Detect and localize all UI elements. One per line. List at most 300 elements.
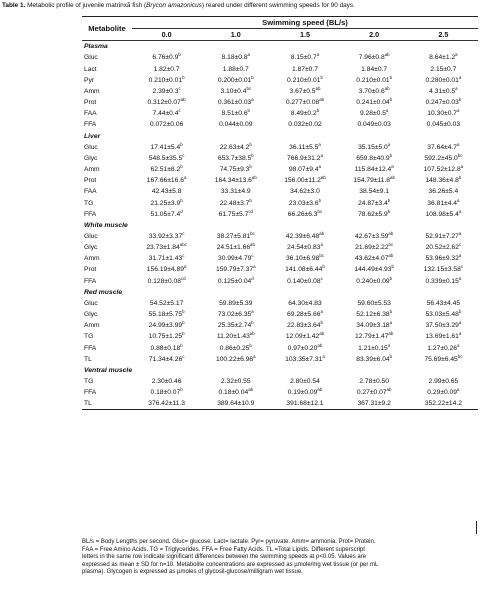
cell-value: 167.66±16.6 xyxy=(146,177,184,185)
speed-header-row xyxy=(82,29,478,41)
section-row xyxy=(82,131,478,142)
significance-superscript: a xyxy=(458,253,462,259)
section-row xyxy=(82,287,478,298)
significance-superscript: b xyxy=(322,264,325,270)
footnote-line: BL/s = Body Lengths per second. Gluc= glucose. Lact= lactate. Pyr= pyruvate. Amm= ammonia. Prot= Protein. xyxy=(82,539,376,545)
value-cell xyxy=(340,186,409,197)
table-row xyxy=(82,320,478,331)
value-cell xyxy=(201,264,270,275)
significance-superscript: ab xyxy=(384,52,390,58)
table-row xyxy=(82,331,478,342)
significance-superscript: a xyxy=(253,353,256,359)
significance-superscript: b xyxy=(180,342,183,348)
cell-value: 34.09±3.18 xyxy=(356,322,390,330)
value-cell xyxy=(270,231,339,242)
metabolic-table-container xyxy=(82,16,480,536)
table-row xyxy=(82,186,478,197)
value-cell xyxy=(340,142,409,153)
section-title: Plasma xyxy=(84,43,108,51)
cell-value: 0.140±0.08 xyxy=(287,277,321,285)
metabolite-label: Amm xyxy=(84,87,100,95)
significance-superscript: ab xyxy=(390,174,395,180)
cell-value: 36.81±4.4 xyxy=(427,199,457,207)
cell-value: 37.50±3.29 xyxy=(425,322,459,330)
cell-value: 21.25±3.9 xyxy=(150,199,181,207)
value-cell xyxy=(132,64,201,75)
value-cell xyxy=(201,276,270,287)
value-cell xyxy=(132,343,201,354)
value-cell xyxy=(201,175,270,186)
value-cell xyxy=(201,320,270,331)
table-row xyxy=(82,198,478,209)
speed-header-1: 1.0 xyxy=(230,30,241,40)
cell-value: 52.91±7.27 xyxy=(425,232,459,240)
value-cell xyxy=(132,119,201,130)
footnote-line: plasma). Glycogen is expressed as µmoles of glycosil-glucose/milligram wet tissue. xyxy=(82,569,303,576)
table-row xyxy=(82,343,478,354)
value-cell xyxy=(409,164,478,175)
significance-superscript: c xyxy=(460,264,464,270)
value-cell xyxy=(201,331,270,342)
value-cell xyxy=(132,142,201,153)
cell-value: 42.67±3.59 xyxy=(355,232,389,240)
value-cell xyxy=(132,52,201,63)
cell-value: 6.76±0.9 xyxy=(152,54,179,62)
significance-superscript: cd xyxy=(180,275,186,281)
cell-value: 7.44±0.4 xyxy=(152,110,179,118)
value-cell xyxy=(270,253,339,264)
value-cell xyxy=(270,343,339,354)
footnote-line: FAA = Free Amino Acids. TG = Triglycerides. FFA = Free Fatty Acids. TL =Total Lipids. Different superscript xyxy=(82,546,365,553)
value-cell xyxy=(409,97,478,108)
value-cell xyxy=(270,86,339,97)
metabolite-label: Glyc xyxy=(84,154,98,162)
significance-superscript: ab xyxy=(319,230,325,236)
cell-value: 653.7±38.5 xyxy=(217,154,252,162)
value-cell xyxy=(132,186,201,197)
cell-value: 34.62±3.0 xyxy=(290,188,320,196)
cell-value: 389.64±10.9 xyxy=(217,400,255,408)
value-cell xyxy=(340,86,409,97)
table-edge-line xyxy=(476,521,477,534)
cell-value: 0.044±0.09 xyxy=(219,121,253,129)
cell-value: 13.69±1.61 xyxy=(425,333,459,341)
value-cell xyxy=(340,75,409,86)
speed-header-0: 0.0 xyxy=(161,30,172,40)
table-row xyxy=(82,264,478,275)
cell-value: 11.20±1.43 xyxy=(216,333,250,341)
cell-value: 0.032±0.02 xyxy=(288,121,322,129)
cell-value: 56.43±4.45 xyxy=(426,299,461,307)
significance-superscript: a xyxy=(318,163,322,169)
significance-superscript: ab xyxy=(319,96,325,102)
cell-value: 8.15±0.7 xyxy=(290,54,317,62)
table-row xyxy=(82,309,478,320)
value-cell xyxy=(132,164,201,175)
significance-superscript: a xyxy=(320,241,323,247)
value-cell xyxy=(409,298,478,309)
significance-superscript: a xyxy=(320,308,323,314)
table-caption xyxy=(2,2,480,10)
value-cell xyxy=(201,142,270,153)
significance-superscript: b xyxy=(182,308,185,314)
value-cell xyxy=(409,64,478,75)
cell-value: 38.54±9.1 xyxy=(359,188,389,196)
metabolite-label: FFA xyxy=(84,389,97,397)
cell-value: 100.22±6.96 xyxy=(215,355,254,363)
cell-value: 0.210±0.01 xyxy=(148,76,183,84)
section-row xyxy=(82,220,478,231)
significance-superscript: c xyxy=(178,85,181,91)
value-cell xyxy=(132,276,201,287)
cell-value: 3.10±0.4 xyxy=(220,87,247,95)
value-cell xyxy=(132,75,201,86)
significance-superscript: b xyxy=(251,74,254,80)
value-cell xyxy=(340,242,409,253)
significance-superscript: b xyxy=(249,163,252,169)
metabolite-label: Pyr xyxy=(84,76,95,84)
cell-value: 53.96±9.32 xyxy=(425,255,459,263)
value-cell xyxy=(270,119,339,130)
significance-superscript: a xyxy=(458,230,462,236)
significance-superscript: a xyxy=(458,208,462,214)
cell-value: 61.75±5.7 xyxy=(218,210,249,218)
value-cell xyxy=(132,309,201,320)
cell-value: 7.96±0.8 xyxy=(358,54,385,62)
cell-value: 22.63±4.2 xyxy=(219,143,250,151)
cell-value: 548.5±35.5 xyxy=(148,154,183,162)
value-cell xyxy=(409,253,478,264)
cell-value: 43.62±4.07 xyxy=(355,255,389,263)
cell-value: 24.54±0.83 xyxy=(287,244,321,252)
significance-superscript: b xyxy=(180,386,183,392)
cell-value: 83.39±6.04 xyxy=(356,355,390,363)
significance-superscript: bc xyxy=(246,85,252,91)
value-cell xyxy=(270,75,339,86)
value-cell xyxy=(270,164,339,175)
value-cell xyxy=(270,108,339,119)
cell-value: 0.072±0.06 xyxy=(149,121,184,129)
metabolite-label: Gluc xyxy=(84,232,98,240)
section-title: Red muscle xyxy=(84,288,123,296)
significance-superscript: a xyxy=(457,342,460,348)
cell-value: 22.48±3.7 xyxy=(219,199,250,207)
cell-value: 75.69±6.45 xyxy=(424,355,458,363)
significance-superscript: a xyxy=(391,163,394,169)
value-cell xyxy=(409,264,478,275)
cell-value: 148.36±4.8 xyxy=(425,177,459,185)
cell-value: 0.277±0.08 xyxy=(285,99,320,107)
metabolite-label: TG xyxy=(84,378,94,385)
speed-header-4: 2.5 xyxy=(438,30,449,40)
cell-value: 51.05±7.4 xyxy=(150,210,181,218)
table-row xyxy=(82,119,478,130)
cell-value: 25.35±2.74 xyxy=(217,322,252,330)
table-row xyxy=(82,153,478,164)
table-row xyxy=(82,387,478,398)
value-cell xyxy=(132,320,201,331)
footnote-line: letters in the same row indicate significant differences between the swimming speeds at p<0.05. Values are xyxy=(82,554,367,561)
cell-value: 59.89±5.39 xyxy=(219,299,253,307)
value-cell xyxy=(409,75,478,86)
cell-value: 24.99±3.99 xyxy=(148,322,183,330)
significance-superscript: ab xyxy=(315,85,321,91)
value-cell xyxy=(409,242,478,253)
cell-value: 0.128±0.08 xyxy=(147,277,181,285)
value-cell xyxy=(132,97,201,108)
significance-superscript: ab xyxy=(248,386,254,392)
significance-superscript: c xyxy=(182,152,185,158)
table-label: Table 1. xyxy=(2,2,26,9)
table-row xyxy=(82,276,478,287)
cell-value: 8.64±1.2 xyxy=(429,54,456,62)
table-row xyxy=(82,298,478,309)
species-name: Brycon amazonicus xyxy=(146,2,202,9)
value-cell xyxy=(132,108,201,119)
metabolite-label: Gluc xyxy=(84,143,98,151)
significance-superscript: b xyxy=(251,319,254,325)
value-cell xyxy=(409,86,478,97)
metabolite-label: FAA xyxy=(84,188,97,196)
footnote-line: expressed as mean ± SD for n=10. Metabolite concentrations are expressed as µmole/mg wet tissue (or per mL xyxy=(82,561,379,568)
significance-superscript: a xyxy=(387,141,391,147)
cell-value: 132.15±3.58 xyxy=(423,266,461,274)
significance-superscript: ab xyxy=(388,331,394,337)
cell-value: 36.26±5.4 xyxy=(428,188,459,196)
value-cell xyxy=(409,331,478,342)
significance-superscript: a xyxy=(322,353,325,359)
table-row xyxy=(82,253,478,264)
cell-value: 73.02±6.35 xyxy=(217,311,252,319)
significance-superscript: c xyxy=(182,230,185,236)
value-cell xyxy=(270,142,339,153)
value-cell xyxy=(201,242,270,253)
value-cell xyxy=(270,276,339,287)
cell-value: 98.07±9.4 xyxy=(288,166,319,174)
value-cell xyxy=(201,298,270,309)
value-cell xyxy=(132,264,201,275)
value-cell xyxy=(270,198,339,209)
cell-value: 156.00±11.2 xyxy=(284,177,321,185)
cell-value: 3.70±0.6 xyxy=(358,87,385,95)
cell-value: 1.88±0.7 xyxy=(222,65,249,73)
significance-superscript: b xyxy=(389,74,393,80)
value-cell xyxy=(340,309,409,320)
significance-superscript: c xyxy=(182,253,185,259)
value-cell xyxy=(132,231,201,242)
value-cell xyxy=(270,298,339,309)
significance-superscript: c xyxy=(182,353,185,359)
value-cell xyxy=(201,108,270,119)
metabolite-label: Lact xyxy=(84,65,97,73)
significance-superscript: bc xyxy=(388,241,394,247)
value-cell xyxy=(409,209,478,220)
value-cell xyxy=(270,398,339,410)
cell-value: 659.8±40.9 xyxy=(356,154,390,162)
value-cell xyxy=(340,354,409,365)
value-cell xyxy=(132,242,201,253)
significance-superscript: a xyxy=(251,96,254,102)
value-cell xyxy=(409,119,478,130)
cell-value: 35.15±5.0 xyxy=(358,143,388,151)
value-cell xyxy=(409,398,478,410)
table-row xyxy=(82,398,478,410)
metabolite-label: Glyc xyxy=(84,311,98,319)
cell-value: 20.52±2.62 xyxy=(425,244,459,252)
metabolite-label: TL xyxy=(84,355,92,363)
cell-value: 4.31±0.5 xyxy=(429,87,456,95)
value-cell xyxy=(201,119,270,130)
cell-value: 0.339±0.15 xyxy=(425,277,459,285)
value-cell xyxy=(340,264,409,275)
value-cell xyxy=(132,387,201,398)
value-cell xyxy=(132,354,201,365)
cell-value: 54.52±5.17 xyxy=(149,299,184,307)
cell-value: 36.10±6.98 xyxy=(285,255,320,263)
metabolite-label: Prot xyxy=(84,99,97,107)
cell-value: 8.18±0.8 xyxy=(221,54,248,62)
value-cell xyxy=(132,209,201,220)
table-row xyxy=(82,209,478,220)
value-cell xyxy=(270,320,339,331)
cell-value: 0.210±0.01 xyxy=(356,76,390,84)
significance-superscript: a xyxy=(458,319,462,325)
value-cell xyxy=(340,331,409,342)
significance-superscript: a xyxy=(389,319,393,325)
significance-superscript: b xyxy=(391,264,394,270)
value-cell xyxy=(409,309,478,320)
significance-superscript: b xyxy=(389,353,393,359)
cell-value: 352.22±14.2 xyxy=(424,400,462,408)
cell-value: 0.241±0.04 xyxy=(356,99,390,107)
cell-value: 23.73±1.84 xyxy=(146,244,180,252)
value-cell xyxy=(132,175,201,186)
value-cell xyxy=(340,320,409,331)
value-cell xyxy=(340,298,409,309)
metabolite-label: TL xyxy=(82,398,132,410)
value-cell xyxy=(132,86,201,97)
significance-superscript: a xyxy=(183,264,187,270)
value-cell xyxy=(132,253,201,264)
metabolite-header: Metabolite xyxy=(82,17,132,41)
cell-value: 42.39±6.48 xyxy=(285,232,320,240)
cell-value: 0.361±0.03 xyxy=(217,99,252,107)
significance-superscript: c xyxy=(178,108,181,114)
significance-superscript: b xyxy=(249,197,252,203)
cell-value: 71.34±4.26 xyxy=(148,355,183,363)
value-cell xyxy=(270,186,339,197)
value-cell xyxy=(201,52,270,63)
value-cell xyxy=(201,398,270,410)
value-cell xyxy=(270,331,339,342)
table-footnote xyxy=(82,539,480,577)
table-body xyxy=(82,41,478,410)
significance-superscript: a xyxy=(458,74,462,80)
cell-value: 53.03±5.48 xyxy=(425,311,459,319)
cell-value: 107.52±12.8 xyxy=(423,166,461,174)
significance-superscript: a xyxy=(253,264,256,270)
value-cell xyxy=(201,153,270,164)
cell-value: 1.27±0.26 xyxy=(427,344,457,352)
value-cell xyxy=(340,64,409,75)
cell-value: 0.88±0.18 xyxy=(150,344,181,352)
significance-superscript: ab xyxy=(384,85,390,91)
speed-header-3: 2.0 xyxy=(369,30,380,40)
cell-value: 0.18±0.07 xyxy=(150,389,181,397)
significance-superscript: bc xyxy=(319,253,324,259)
cell-value: 8.49±0.2 xyxy=(290,110,317,118)
significance-superscript: c xyxy=(320,275,323,281)
cell-value: 0.312±0.07 xyxy=(147,99,181,107)
significance-superscript: bc xyxy=(317,208,323,214)
value-cell xyxy=(340,153,409,164)
value-cell xyxy=(270,354,339,365)
metabolite-label: Amm xyxy=(84,166,100,174)
significance-superscript: d xyxy=(251,275,254,281)
metabolite-label: Glyc xyxy=(84,244,98,252)
value-cell xyxy=(409,153,478,164)
value-cell xyxy=(409,175,478,186)
value-cell xyxy=(409,142,478,153)
significance-superscript: b xyxy=(249,342,252,348)
value-cell xyxy=(270,376,339,387)
cell-value: 12.09±1.42 xyxy=(285,333,320,341)
significance-superscript: b xyxy=(316,108,320,114)
cell-value: 0.280±0.01 xyxy=(425,76,459,84)
section-row xyxy=(82,41,478,53)
cell-value: 10.30±0.7 xyxy=(427,110,457,118)
metabolite-label: Gluc xyxy=(84,54,98,62)
cell-value: 0.97±0.20 xyxy=(287,344,318,352)
value-cell xyxy=(132,398,201,410)
significance-superscript: b xyxy=(389,96,393,102)
metabolite-label: Prot xyxy=(84,177,97,185)
significance-superscript: bc xyxy=(250,230,255,236)
value-cell xyxy=(270,309,339,320)
significance-superscript: bc xyxy=(457,353,463,359)
cell-value: 17.41±5.4 xyxy=(150,143,181,151)
caption-text-after: ) reared under different swimming speeds for 90 days. xyxy=(201,2,355,9)
significance-superscript: b xyxy=(458,174,462,180)
cell-value: 0.125±0.04 xyxy=(217,277,252,285)
value-cell xyxy=(132,298,201,309)
value-cell xyxy=(340,52,409,63)
value-cell xyxy=(201,253,270,264)
value-cell xyxy=(201,164,270,175)
value-cell xyxy=(132,331,201,342)
significance-superscript: ab xyxy=(320,174,326,180)
significance-superscript: b xyxy=(458,96,462,102)
value-cell xyxy=(201,354,270,365)
significance-superscript: ab xyxy=(249,331,255,337)
cell-value: 9.28±0.5 xyxy=(359,110,386,118)
significance-superscript: b xyxy=(180,197,183,203)
significance-superscript: a xyxy=(457,197,460,203)
cell-value: 0.045±0.03 xyxy=(426,121,461,129)
significance-superscript: b xyxy=(320,319,323,325)
metabolite-label: FFA xyxy=(84,210,97,218)
value-cell xyxy=(201,309,270,320)
cell-value: 144.49±4.93 xyxy=(354,266,392,274)
table-row xyxy=(82,86,478,97)
cell-value: 0.19±0.09 xyxy=(287,389,318,397)
significance-superscript: b xyxy=(389,308,393,314)
cell-value: 108.98±5.4 xyxy=(425,210,459,218)
cell-value: 159.79±7.37 xyxy=(215,266,254,274)
value-cell xyxy=(270,264,339,275)
cell-value: 33.31±4.9 xyxy=(220,188,251,196)
significance-superscript: a xyxy=(457,141,460,147)
